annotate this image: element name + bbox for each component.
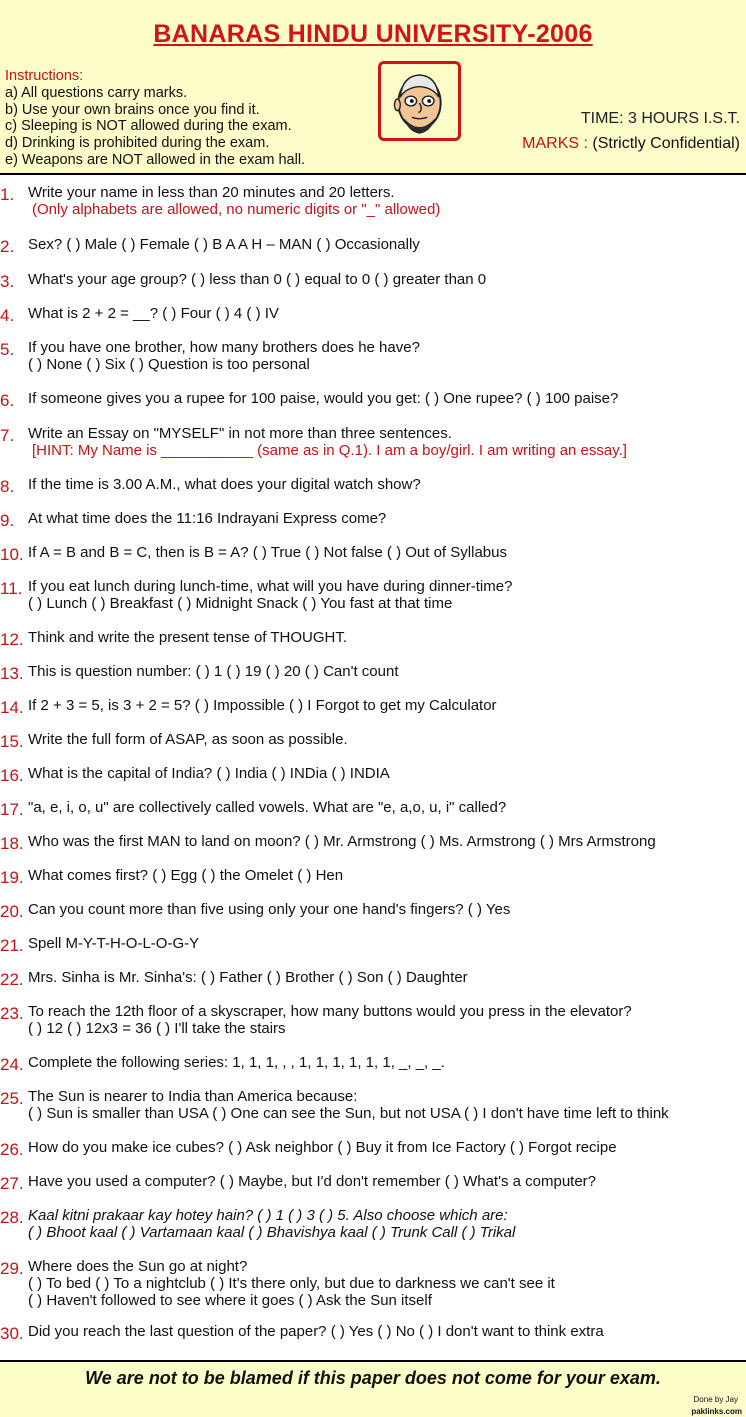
cartoon-portrait (378, 61, 461, 141)
question-number: 25. (0, 1089, 24, 1108)
question-number: 21. (0, 936, 24, 955)
question-number: 27. (0, 1174, 24, 1193)
question-options: ( ) None ( ) Six ( ) Question is too personal (28, 356, 310, 373)
question-text: Write your name in less than 20 minutes and 20 letters. (28, 184, 395, 201)
question-number: 29. (0, 1259, 24, 1278)
question-number: 12. (0, 630, 24, 649)
question-number: 15. (0, 732, 24, 751)
question-number: 23. (0, 1004, 24, 1023)
question-number: 1. (0, 185, 15, 204)
question-hint: [HINT: My Name is ___________ (same as in Q.1). I am a boy/girl. I am writing an essay.] (32, 442, 627, 459)
question-number: 7. (0, 426, 15, 445)
question-text: Think and write the present tense of THOUGHT. (28, 629, 348, 646)
question-text: If A = B and B = C, then is B = A? ( ) True ( ) Not false ( ) Out of Syllabus (28, 544, 507, 561)
exam-header (0, 0, 746, 175)
question-text: What comes first? ( ) Egg ( ) the Omelet ( ) Hen (28, 867, 344, 884)
exam-footer (0, 1360, 746, 1417)
question-number: 22. (0, 970, 24, 989)
site-watermark: paklinks.com (691, 1407, 742, 1416)
question-text: If 2 + 3 = 5, is 3 + 2 = 5? ( ) Impossible ( ) I Forgot to get my Calculator (28, 697, 497, 714)
disclaimer-text: We are not to be blamed if this paper does not come for your exam. (85, 1368, 661, 1388)
question-number: 26. (0, 1140, 24, 1159)
question-text: If you eat lunch during lunch-time, what will you have during dinner-time? (28, 578, 513, 595)
question-text: If someone gives you a rupee for 100 paise, would you get: ( ) One rupee? ( ) 100 paise? (28, 390, 619, 407)
question-text: Complete the following series: 1, 1, 1, , , 1, 1, 1, 1, 1, 1, _, _, _. (28, 1054, 445, 1071)
question-number: 14. (0, 698, 24, 717)
question-text: What's your age group? ( ) less than 0 ( ) equal to 0 ( ) greater than 0 (28, 271, 487, 288)
question-number: 10. (0, 545, 24, 564)
question-text: Can you count more than five using only your one hand's fingers? ( ) Yes (28, 901, 511, 918)
exam-time: TIME: 3 HOURS I.S.T. (580, 110, 740, 127)
question-text: How do you make ice cubes? ( ) Ask neighbor ( ) Buy it from Ice Factory ( ) Forgot recipe (28, 1139, 617, 1156)
question-options: ( ) Bhoot kaal ( ) Vartamaan kaal ( ) Bhavishya kaal ( ) Trunk Call ( ) Trikal (28, 1224, 516, 1241)
question-text: The Sun is nearer to India than America because: (28, 1088, 358, 1105)
credit-text: Done by Jay (693, 1395, 738, 1404)
question-number: 6. (0, 391, 15, 410)
instruction-item: b) Use your own brains once you find it. (5, 101, 260, 118)
exam-title: BANARAS HINDU UNIVERSITY-2006 (153, 20, 593, 48)
caricature-face-icon (381, 64, 458, 138)
instruction-item: c) Sleeping is NOT allowed during the exam. (5, 118, 292, 135)
question-text: Write the full form of ASAP, as soon as possible. (28, 731, 348, 748)
question-options: ( ) To bed ( ) To a nightclub ( ) It's there only, but due to darkness we can't see it (28, 1275, 555, 1292)
question-text: This is question number: ( ) 1 ( ) 19 ( ) 20 ( ) Can't count (28, 663, 399, 680)
question-number: 9. (0, 511, 15, 530)
question-text: "a, e, i, o, u" are collectively called vowels. What are "e, a,o, u, i" called? (28, 799, 507, 816)
question-number: 16. (0, 766, 24, 785)
question-text: Where does the Sun go at night? (28, 1258, 248, 1275)
question-options: ( ) 12 ( ) 12x3 = 36 ( ) I'll take the stairs (28, 1020, 286, 1037)
marks-value: (Strictly Confidential) (592, 135, 740, 152)
question-number: 19. (0, 868, 24, 887)
question-text: To reach the 12th floor of a skyscraper, how many buttons would you press in the elevator? (28, 1003, 632, 1020)
question-text: Have you used a computer? ( ) Maybe, but I'd don't remember ( ) What's a computer? (28, 1173, 597, 1190)
question-number: 11. (0, 579, 23, 598)
question-number: 24. (0, 1055, 24, 1074)
instruction-item: a) All questions carry marks. (5, 84, 188, 101)
instruction-item: d) Drinking is prohibited during the exam. (5, 135, 270, 152)
question-text: What is the capital of India? ( ) India ( ) INDia ( ) INDIA (28, 765, 390, 782)
marks-label: MARKS : (522, 135, 588, 152)
question-text: Write an Essay on "MYSELF" in not more than three sentences. (28, 425, 452, 442)
question-number: 2. (0, 237, 15, 256)
instruction-item: e) Weapons are NOT allowed in the exam hall. (5, 151, 306, 168)
question-text: At what time does the 11:16 Indrayani Express come? (28, 510, 387, 527)
question-number: 13. (0, 664, 24, 683)
question-number: 4. (0, 306, 15, 325)
question-number: 8. (0, 477, 15, 496)
question-list (0, 176, 746, 1359)
question-text: Who was the first MAN to land on moon? ( ) Mr. Armstrong ( ) Ms. Armstrong ( ) Mrs Armstrong (28, 833, 656, 850)
question-options: ( ) Lunch ( ) Breakfast ( ) Midnight Snack ( ) You fast at that time (28, 595, 453, 612)
question-number: 28. (0, 1208, 24, 1227)
question-text: Did you reach the last question of the paper? ( ) Yes ( ) No ( ) I don't want to think extra (28, 1323, 604, 1340)
instructions-block (5, 68, 305, 169)
question-text: Sex? ( ) Male ( ) Female ( ) B A A H – MAN ( ) Occasionally (28, 236, 420, 253)
question-text: Spell M-Y-T-H-O-L-O-G-Y (28, 935, 200, 952)
question-number: 30. (0, 1324, 24, 1343)
question-text: Kaal kitni prakaar kay hotey hain? ( ) 1 ( ) 3 ( ) 5. Also choose which are: (28, 1207, 508, 1224)
question-number: 18. (0, 834, 24, 853)
instructions-heading: Instructions: (5, 68, 84, 84)
question-number: 3. (0, 272, 15, 291)
question-number: 5. (0, 340, 15, 359)
question-number: 17. (0, 800, 24, 819)
question-number: 20. (0, 902, 24, 921)
exam-marks (522, 135, 740, 153)
question-hint: (Only alphabets are allowed, no numeric digits or "_" allowed) (32, 201, 441, 218)
question-text: Mrs. Sinha is Mr. Sinha's: ( ) Father ( ) Brother ( ) Son ( ) Daughter (28, 969, 468, 986)
question-text: What is 2 + 2 = __? ( ) Four ( ) 4 ( ) IV (28, 305, 279, 322)
question-text: If you have one brother, how many brothers does he have? (28, 339, 420, 356)
question-text: If the time is 3.00 A.M., what does your digital watch show? (28, 476, 421, 493)
question-options: ( ) Haven't followed to see where it goes ( ) Ask the Sun itself (28, 1292, 432, 1309)
question-options: ( ) Sun is smaller than USA ( ) One can see the Sun, but not USA ( ) I don't have time left to think (28, 1105, 669, 1122)
